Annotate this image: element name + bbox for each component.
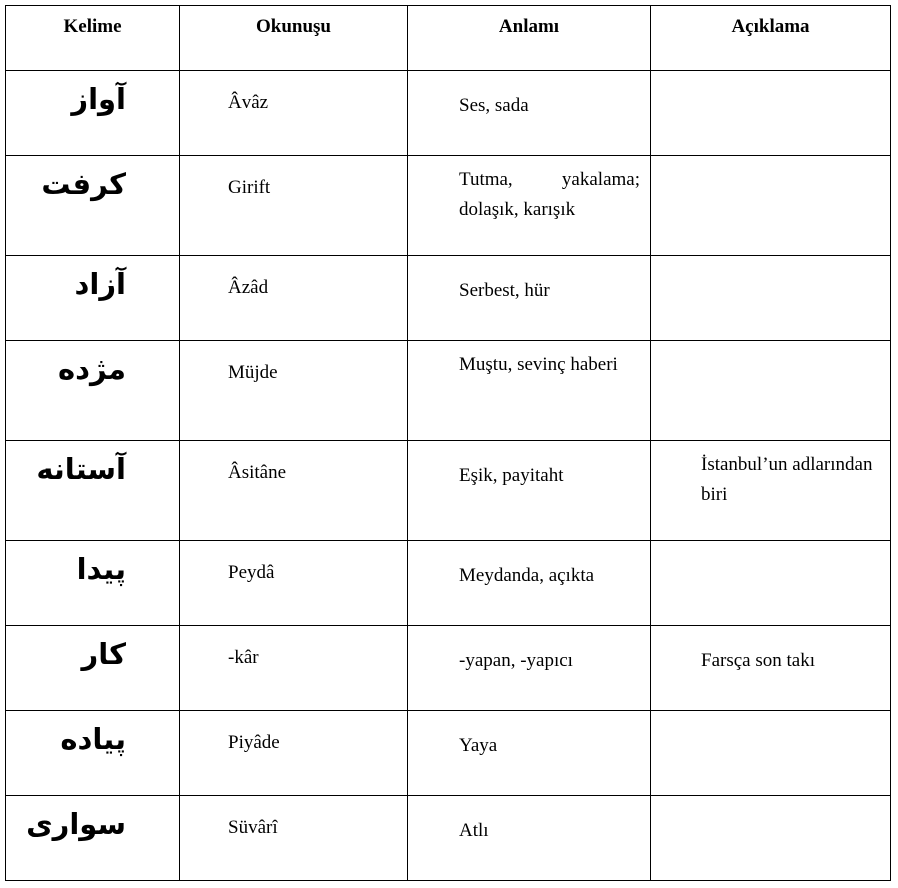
table-row	[6, 626, 891, 711]
persian-word: مژده	[58, 352, 126, 386]
note-text	[651, 156, 890, 176]
reading-cell	[180, 256, 408, 341]
reading-cell	[180, 156, 408, 256]
meaning-text: Meydanda, açıkta	[459, 565, 595, 586]
meaning-cell	[408, 256, 651, 341]
table-row	[6, 441, 891, 541]
note-text	[651, 711, 890, 731]
reading-cell	[180, 541, 408, 626]
note-text	[651, 796, 890, 816]
reading-text: Müjde	[228, 362, 278, 383]
note-text	[651, 541, 890, 561]
table-row	[6, 156, 891, 256]
header-meaning: Anlamı	[408, 6, 651, 71]
reading-text: Piyâde	[228, 732, 280, 753]
note-cell	[651, 156, 891, 256]
note-cell	[651, 541, 891, 626]
note-text	[651, 71, 890, 91]
meaning-cell	[408, 71, 651, 156]
meaning-text: Yaya	[459, 735, 498, 756]
persian-word: آستانه	[36, 452, 126, 486]
note-cell	[651, 796, 891, 881]
meaning-text: Atlı	[459, 820, 489, 841]
reading-cell	[180, 626, 408, 711]
meaning-text: Tutma, yakalama; dolaşık, karışık	[459, 169, 640, 220]
reading-text: Âvâz	[228, 92, 269, 113]
note-cell	[651, 711, 891, 796]
meaning-cell	[408, 711, 651, 796]
note-text	[651, 256, 890, 276]
word-cell	[6, 441, 180, 541]
persian-word: پياده	[60, 722, 126, 756]
note-cell	[651, 256, 891, 341]
note-text: Farsça son takı	[701, 650, 815, 671]
note-cell	[651, 441, 891, 541]
table-row	[6, 541, 891, 626]
note-text	[651, 341, 890, 361]
reading-cell	[180, 711, 408, 796]
table-row	[6, 796, 891, 881]
reading-cell	[180, 341, 408, 441]
persian-word: آواز	[71, 82, 126, 116]
reading-cell	[180, 71, 408, 156]
meaning-cell	[408, 626, 651, 711]
word-cell	[6, 71, 180, 156]
word-cell	[6, 796, 180, 881]
note-text: İstanbul’un adlarından biri	[701, 454, 873, 505]
persian-word: پيدا	[76, 552, 126, 586]
persian-word: كار	[81, 637, 126, 671]
meaning-cell	[408, 156, 651, 256]
reading-text: Peydâ	[228, 562, 275, 583]
header-note: Açıklama	[651, 6, 891, 71]
persian-word: سوارى	[26, 807, 126, 841]
persian-word: كرفت	[41, 167, 126, 201]
reading-cell	[180, 441, 408, 541]
reading-cell	[180, 796, 408, 881]
word-cell	[6, 256, 180, 341]
note-cell	[651, 626, 891, 711]
meaning-text: Serbest, hür	[459, 280, 550, 301]
word-cell	[6, 341, 180, 441]
meaning-text: Eşik, payitaht	[459, 465, 564, 486]
persian-word: آزاد	[74, 267, 126, 301]
word-cell	[6, 541, 180, 626]
header-word: Kelime	[6, 6, 180, 71]
table-row	[6, 711, 891, 796]
meaning-text: Muştu, sevinç haberi	[459, 354, 618, 375]
meaning-cell	[408, 341, 651, 441]
word-cell	[6, 156, 180, 256]
word-cell	[6, 711, 180, 796]
note-cell	[651, 341, 891, 441]
reading-text: Âsitâne	[228, 462, 287, 483]
meaning-cell	[408, 796, 651, 881]
meaning-cell	[408, 541, 651, 626]
header-reading: Okunuşu	[180, 6, 408, 71]
reading-text: Âzâd	[228, 277, 269, 298]
table-row	[6, 341, 891, 441]
meaning-cell	[408, 441, 651, 541]
table-row	[6, 71, 891, 156]
table-header-row	[6, 6, 891, 71]
reading-text: Süvârî	[228, 817, 278, 838]
note-cell	[651, 71, 891, 156]
vocabulary-table	[5, 5, 891, 881]
reading-text: -kâr	[228, 647, 259, 668]
table-row	[6, 256, 891, 341]
word-cell	[6, 626, 180, 711]
reading-text: Girift	[228, 177, 271, 198]
meaning-text: Ses, sada	[459, 95, 529, 116]
meaning-text: -yapan, -yapıcı	[459, 650, 573, 671]
